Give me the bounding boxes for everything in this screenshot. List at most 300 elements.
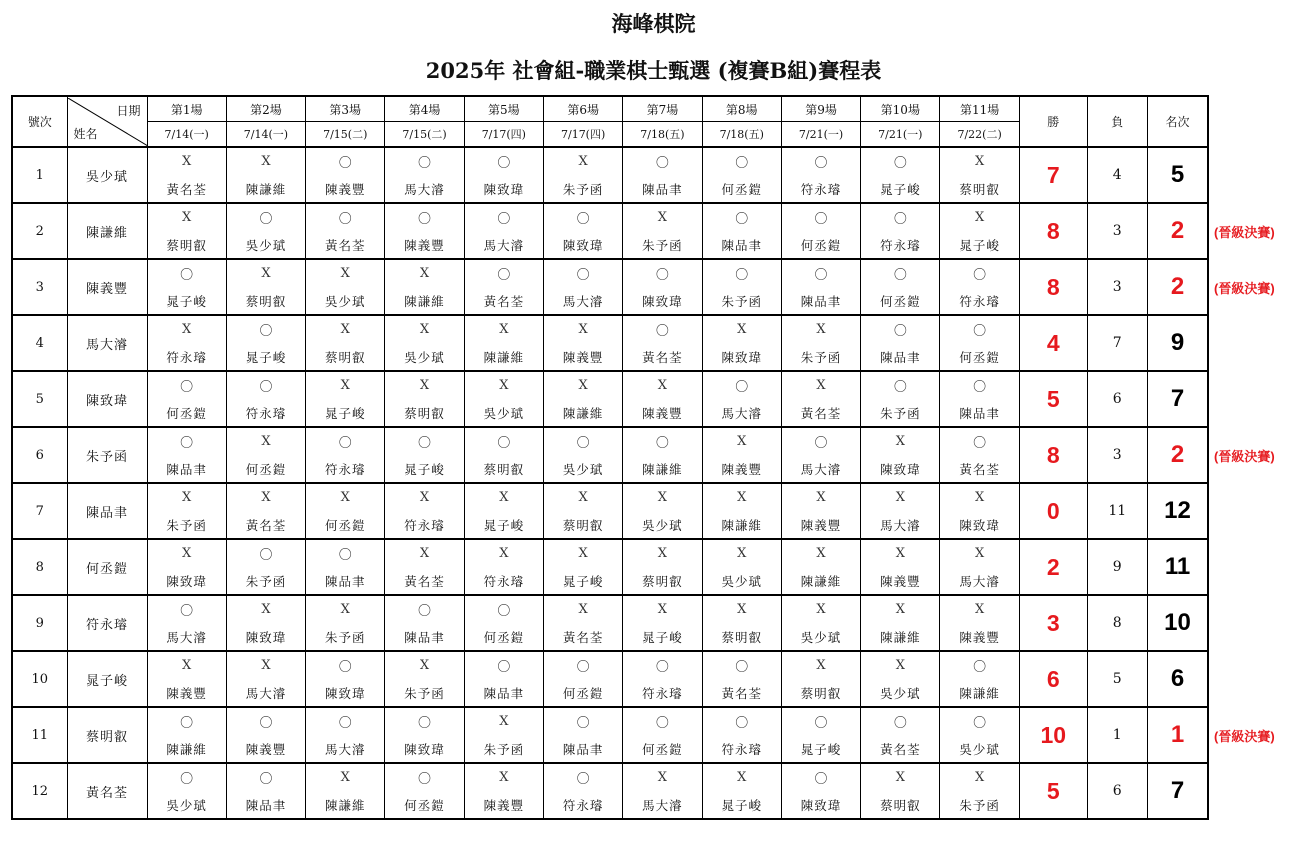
game-result: X	[385, 651, 464, 679]
col-header-date-name	[67, 96, 147, 147]
game-result: 〇	[861, 147, 940, 175]
round-header: 第4場	[385, 96, 464, 122]
opponent-name: 何丞鎧	[147, 399, 226, 427]
round-date: 7/15(二)	[385, 122, 464, 148]
opponent-name: 吳少珷	[623, 511, 702, 539]
player-number: 8	[12, 539, 67, 595]
opponent-name: 馬大濬	[385, 175, 464, 203]
opponent-name: 何丞鎧	[464, 623, 543, 651]
round-header: 第6場	[543, 96, 622, 122]
game-result: X	[306, 259, 385, 287]
game-result: X	[861, 651, 940, 679]
opponent-name: 符永璿	[940, 287, 1019, 315]
rank-value: 6	[1147, 651, 1208, 707]
opponent-name: 黃名荃	[147, 175, 226, 203]
opponent-name: 何丞鎧	[781, 231, 860, 259]
opponent-name: 晁子峻	[385, 455, 464, 483]
opponent-name: 陳品聿	[226, 791, 305, 819]
game-result: X	[623, 539, 702, 567]
player-number: 5	[12, 371, 67, 427]
player-number: 11	[12, 707, 67, 763]
game-result: X	[781, 539, 860, 567]
date-label: 日期	[116, 103, 141, 118]
losses-count: 7	[1087, 315, 1147, 371]
losses-count: 3	[1087, 427, 1147, 483]
round-date: 7/14(一)	[226, 122, 305, 148]
game-result: 〇	[464, 651, 543, 679]
player-number: 7	[12, 483, 67, 539]
player-number: 10	[12, 651, 67, 707]
schedule-table	[11, 95, 1209, 820]
game-result: 〇	[464, 203, 543, 231]
game-result: X	[861, 427, 940, 455]
opponent-name: 蔡明叡	[226, 287, 305, 315]
promotion-note: (晉級決賽)	[1214, 281, 1275, 296]
game-result: 〇	[702, 259, 781, 287]
game-result: X	[861, 483, 940, 511]
game-result: X	[940, 763, 1019, 791]
game-result: 〇	[940, 651, 1019, 679]
losses-count: 6	[1087, 371, 1147, 427]
opponent-name: 吳少珷	[702, 567, 781, 595]
player-name: 陳品聿	[67, 483, 147, 539]
game-result: 〇	[781, 259, 860, 287]
game-result: 〇	[543, 427, 622, 455]
game-result: X	[702, 427, 781, 455]
opponent-name: 陳謙維	[781, 567, 860, 595]
game-result: 〇	[147, 427, 226, 455]
promotion-note: (晉級決賽)	[1214, 729, 1275, 744]
wins-count: 5	[1019, 763, 1087, 819]
game-result: X	[543, 315, 622, 343]
opponent-name: 陳義豐	[702, 455, 781, 483]
losses-count: 11	[1087, 483, 1147, 539]
game-result: X	[147, 315, 226, 343]
col-header-losses: 負	[1087, 96, 1147, 147]
round-date: 7/21(一)	[861, 122, 940, 148]
player-number: 9	[12, 595, 67, 651]
game-result: X	[623, 763, 702, 791]
game-result: X	[543, 371, 622, 399]
opponent-name: 陳致瑋	[464, 175, 543, 203]
opponent-name: 晁子峻	[702, 791, 781, 819]
round-header: 第2場	[226, 96, 305, 122]
academy-title: 海峰棋院	[611, 11, 696, 36]
game-result: X	[940, 483, 1019, 511]
game-result: X	[385, 259, 464, 287]
opponent-name: 朱予函	[940, 791, 1019, 819]
opponent-name: 馬大濬	[226, 679, 305, 707]
game-result: X	[940, 203, 1019, 231]
opponent-name: 陳謙維	[543, 399, 622, 427]
game-result: 〇	[464, 147, 543, 175]
opponent-name: 吳少珷	[226, 231, 305, 259]
game-result: X	[543, 147, 622, 175]
round-header: 第1場	[147, 96, 226, 122]
wins-count: 6	[1019, 651, 1087, 707]
game-result: 〇	[702, 371, 781, 399]
opponent-name: 蔡明叡	[623, 567, 702, 595]
losses-count: 1	[1087, 707, 1147, 763]
opponent-name: 陳致瑋	[940, 511, 1019, 539]
opponent-name: 陳義豐	[940, 623, 1019, 651]
opponent-name: 黃名荃	[861, 735, 940, 763]
round-header: 第8場	[702, 96, 781, 122]
opponent-name: 朱予函	[306, 623, 385, 651]
game-result: X	[702, 539, 781, 567]
opponent-name: 陳致瑋	[226, 623, 305, 651]
opponent-name: 陳致瑋	[543, 231, 622, 259]
game-result: 〇	[385, 595, 464, 623]
opponent-name: 馬大濬	[861, 511, 940, 539]
losses-count: 3	[1087, 203, 1147, 259]
player-name: 陳謙維	[67, 203, 147, 259]
player-name: 何丞鎧	[67, 539, 147, 595]
game-result: 〇	[940, 259, 1019, 287]
opponent-name: 陳致瑋	[861, 455, 940, 483]
opponent-name: 何丞鎧	[543, 679, 622, 707]
game-result: X	[543, 483, 622, 511]
opponent-name: 朱予函	[385, 679, 464, 707]
game-result: 〇	[781, 147, 860, 175]
game-result: X	[464, 763, 543, 791]
game-result: 〇	[543, 763, 622, 791]
game-result: X	[781, 651, 860, 679]
game-result: 〇	[226, 203, 305, 231]
round-header: 第5場	[464, 96, 543, 122]
wins-count: 0	[1019, 483, 1087, 539]
game-result: X	[385, 315, 464, 343]
opponent-name: 吳少珷	[781, 623, 860, 651]
opponent-name: 陳義豐	[226, 735, 305, 763]
opponent-name: 馬大濬	[781, 455, 860, 483]
opponent-name: 符永璿	[226, 399, 305, 427]
opponent-name: 馬大濬	[702, 399, 781, 427]
game-result: X	[306, 595, 385, 623]
opponent-name: 符永璿	[781, 175, 860, 203]
round-date: 7/21(一)	[781, 122, 860, 148]
game-result: 〇	[940, 427, 1019, 455]
game-result: X	[623, 371, 702, 399]
opponent-name: 馬大濬	[623, 791, 702, 819]
game-result: X	[623, 483, 702, 511]
opponent-name: 蔡明叡	[543, 511, 622, 539]
wins-count: 10	[1019, 707, 1087, 763]
game-result: X	[147, 651, 226, 679]
game-result: 〇	[226, 763, 305, 791]
round-date: 7/17(四)	[543, 122, 622, 148]
opponent-name: 何丞鎧	[940, 343, 1019, 371]
game-result: 〇	[147, 707, 226, 735]
game-result: X	[306, 371, 385, 399]
opponent-name: 陳義豐	[781, 511, 860, 539]
game-result: X	[464, 707, 543, 735]
opponent-name: 陳謙維	[623, 455, 702, 483]
opponent-name: 陳義豐	[464, 791, 543, 819]
opponent-name: 吳少珷	[385, 343, 464, 371]
opponent-name: 黃名荃	[543, 623, 622, 651]
game-result: X	[226, 427, 305, 455]
opponent-name: 黃名荃	[623, 343, 702, 371]
game-result: 〇	[781, 203, 860, 231]
opponent-name: 吳少珷	[147, 791, 226, 819]
round-date: 7/18(五)	[623, 122, 702, 148]
game-result: X	[306, 483, 385, 511]
col-header-no: 號次	[12, 96, 67, 147]
wins-count: 8	[1019, 259, 1087, 315]
player-number: 1	[12, 147, 67, 203]
round-date: 7/15(二)	[306, 122, 385, 148]
game-result: 〇	[861, 259, 940, 287]
opponent-name: 陳致瑋	[702, 343, 781, 371]
opponent-name: 陳品聿	[861, 343, 940, 371]
player-number: 3	[12, 259, 67, 315]
opponent-name: 陳謙維	[940, 679, 1019, 707]
opponent-name: 陳品聿	[385, 623, 464, 651]
round-date: 7/14(一)	[147, 122, 226, 148]
opponent-name: 符永璿	[147, 343, 226, 371]
game-result: X	[940, 595, 1019, 623]
opponent-name: 陳義豐	[385, 231, 464, 259]
rank-value: 5	[1147, 147, 1208, 203]
opponent-name: 陳致瑋	[147, 567, 226, 595]
game-result: X	[940, 147, 1019, 175]
opponent-name: 蔡明叡	[385, 399, 464, 427]
game-result: 〇	[623, 147, 702, 175]
opponent-name: 符永璿	[623, 679, 702, 707]
opponent-name: 黃名荃	[464, 287, 543, 315]
game-result: 〇	[385, 147, 464, 175]
game-result: 〇	[226, 371, 305, 399]
opponent-name: 朱予函	[464, 735, 543, 763]
game-result: 〇	[543, 707, 622, 735]
game-result: 〇	[464, 595, 543, 623]
wins-count: 8	[1019, 427, 1087, 483]
game-result: 〇	[702, 203, 781, 231]
game-result: 〇	[226, 315, 305, 343]
opponent-name: 何丞鎧	[226, 455, 305, 483]
game-result: X	[464, 483, 543, 511]
opponent-name: 吳少珷	[543, 455, 622, 483]
opponent-name: 符永璿	[464, 567, 543, 595]
losses-count: 8	[1087, 595, 1147, 651]
opponent-name: 陳品聿	[623, 175, 702, 203]
game-result: X	[226, 147, 305, 175]
opponent-name: 符永璿	[385, 511, 464, 539]
opponent-name: 何丞鎧	[702, 175, 781, 203]
opponent-name: 黃名荃	[781, 399, 860, 427]
opponent-name: 陳品聿	[940, 399, 1019, 427]
game-result: 〇	[781, 707, 860, 735]
game-result: 〇	[226, 707, 305, 735]
player-name: 黃名荃	[67, 763, 147, 819]
game-result: 〇	[623, 707, 702, 735]
game-result: X	[861, 595, 940, 623]
opponent-name: 黃名荃	[306, 231, 385, 259]
col-header-rank: 名次	[1147, 96, 1208, 147]
game-result: X	[623, 203, 702, 231]
opponent-name: 黃名荃	[385, 567, 464, 595]
wins-count: 3	[1019, 595, 1087, 651]
opponent-name: 馬大濬	[543, 287, 622, 315]
round-header: 第9場	[781, 96, 860, 122]
game-result: X	[385, 371, 464, 399]
opponent-name: 陳致瑋	[306, 679, 385, 707]
game-result: X	[702, 595, 781, 623]
opponent-name: 吳少珷	[861, 679, 940, 707]
game-result: X	[781, 483, 860, 511]
round-header: 第11場	[940, 96, 1019, 122]
game-result: X	[702, 483, 781, 511]
rank-value: 11	[1147, 539, 1208, 595]
opponent-name: 陳義豐	[147, 679, 226, 707]
game-result: 〇	[781, 763, 860, 791]
game-result: X	[147, 203, 226, 231]
game-result: X	[940, 539, 1019, 567]
opponent-name: 蔡明叡	[702, 623, 781, 651]
game-result: X	[702, 315, 781, 343]
game-result: 〇	[306, 707, 385, 735]
game-result: X	[781, 371, 860, 399]
game-result: X	[543, 539, 622, 567]
game-result: 〇	[543, 651, 622, 679]
rank-value: 7	[1147, 371, 1208, 427]
game-result: 〇	[781, 427, 860, 455]
game-result: 〇	[861, 315, 940, 343]
opponent-name: 晁子峻	[940, 231, 1019, 259]
rank-value: 1	[1147, 707, 1208, 763]
opponent-name: 符永璿	[306, 455, 385, 483]
wins-count: 2	[1019, 539, 1087, 595]
game-result: 〇	[464, 259, 543, 287]
player-number: 6	[12, 427, 67, 483]
opponent-name: 何丞鎧	[623, 735, 702, 763]
wins-count: 4	[1019, 315, 1087, 371]
opponent-name: 馬大濬	[147, 623, 226, 651]
game-result: X	[702, 763, 781, 791]
game-result: X	[464, 315, 543, 343]
opponent-name: 晁子峻	[147, 287, 226, 315]
wins-count: 5	[1019, 371, 1087, 427]
losses-count: 3	[1087, 259, 1147, 315]
opponent-name: 陳謙維	[147, 735, 226, 763]
rank-value: 10	[1147, 595, 1208, 651]
opponent-name: 朱予函	[226, 567, 305, 595]
name-label: 姓名	[73, 126, 98, 141]
opponent-name: 陳品聿	[543, 735, 622, 763]
opponent-name: 蔡明叡	[940, 175, 1019, 203]
opponent-name: 朱予函	[543, 175, 622, 203]
opponent-name: 何丞鎧	[385, 791, 464, 819]
game-result: 〇	[147, 595, 226, 623]
opponent-name: 馬大濬	[306, 735, 385, 763]
losses-count: 5	[1087, 651, 1147, 707]
opponent-name: 吳少珷	[940, 735, 1019, 763]
game-result: X	[226, 259, 305, 287]
opponent-name: 符永璿	[543, 791, 622, 819]
player-name: 符永璿	[67, 595, 147, 651]
game-result: 〇	[147, 371, 226, 399]
rank-value: 9	[1147, 315, 1208, 371]
opponent-name: 陳謙維	[464, 343, 543, 371]
player-name: 陳致瑋	[67, 371, 147, 427]
game-result: 〇	[147, 763, 226, 791]
rank-value: 7	[1147, 763, 1208, 819]
round-date: 7/22(二)	[940, 122, 1019, 148]
opponent-name: 蔡明叡	[861, 791, 940, 819]
opponent-name: 符永璿	[861, 231, 940, 259]
opponent-name: 陳品聿	[781, 287, 860, 315]
wins-count: 7	[1019, 147, 1087, 203]
round-date: 7/17(四)	[464, 122, 543, 148]
rank-value: 12	[1147, 483, 1208, 539]
game-result: X	[306, 315, 385, 343]
game-result: X	[226, 595, 305, 623]
opponent-name: 何丞鎧	[861, 287, 940, 315]
opponent-name: 朱予函	[861, 399, 940, 427]
game-result: X	[464, 539, 543, 567]
game-result: 〇	[702, 147, 781, 175]
opponent-name: 朱予函	[702, 287, 781, 315]
game-result: 〇	[385, 763, 464, 791]
opponent-name: 陳致瑋	[781, 791, 860, 819]
opponent-name: 晁子峻	[623, 623, 702, 651]
schedule-title: 2025年 社會組-職業棋士甄選 (複賽B組)賽程表	[425, 58, 882, 83]
opponent-name: 符永璿	[702, 735, 781, 763]
opponent-name: 陳謙維	[306, 791, 385, 819]
game-result: 〇	[306, 427, 385, 455]
game-result: X	[464, 371, 543, 399]
opponent-name: 蔡明叡	[464, 455, 543, 483]
opponent-name: 朱予函	[147, 511, 226, 539]
player-name: 晁子峻	[67, 651, 147, 707]
opponent-name: 陳義豐	[861, 567, 940, 595]
opponent-name: 晁子峻	[226, 343, 305, 371]
opponent-name: 黃名荃	[702, 679, 781, 707]
game-result: 〇	[623, 651, 702, 679]
game-result: 〇	[464, 427, 543, 455]
game-result: 〇	[702, 707, 781, 735]
round-header: 第3場	[306, 96, 385, 122]
game-result: 〇	[306, 539, 385, 567]
game-result: X	[861, 763, 940, 791]
game-result: X	[781, 595, 860, 623]
game-result: 〇	[543, 259, 622, 287]
round-date: 7/18(五)	[702, 122, 781, 148]
promotion-note: (晉級決賽)	[1214, 449, 1275, 464]
game-result: 〇	[623, 315, 702, 343]
game-result: 〇	[623, 259, 702, 287]
opponent-name: 吳少珷	[464, 399, 543, 427]
game-result: 〇	[385, 203, 464, 231]
promotion-note: (晉級決賽)	[1214, 225, 1275, 240]
opponent-name: 晁子峻	[306, 399, 385, 427]
game-result: X	[147, 483, 226, 511]
opponent-name: 陳品聿	[464, 679, 543, 707]
opponent-name: 陳謙維	[861, 623, 940, 651]
opponent-name: 蔡明叡	[147, 231, 226, 259]
opponent-name: 陳品聿	[147, 455, 226, 483]
wins-count: 8	[1019, 203, 1087, 259]
opponent-name: 陳謙維	[385, 287, 464, 315]
opponent-name: 陳謙維	[702, 511, 781, 539]
game-result: 〇	[306, 651, 385, 679]
game-result: 〇	[543, 203, 622, 231]
round-header: 第10場	[861, 96, 940, 122]
opponent-name: 陳致瑋	[623, 287, 702, 315]
opponent-name: 何丞鎧	[306, 511, 385, 539]
game-result: X	[147, 147, 226, 175]
